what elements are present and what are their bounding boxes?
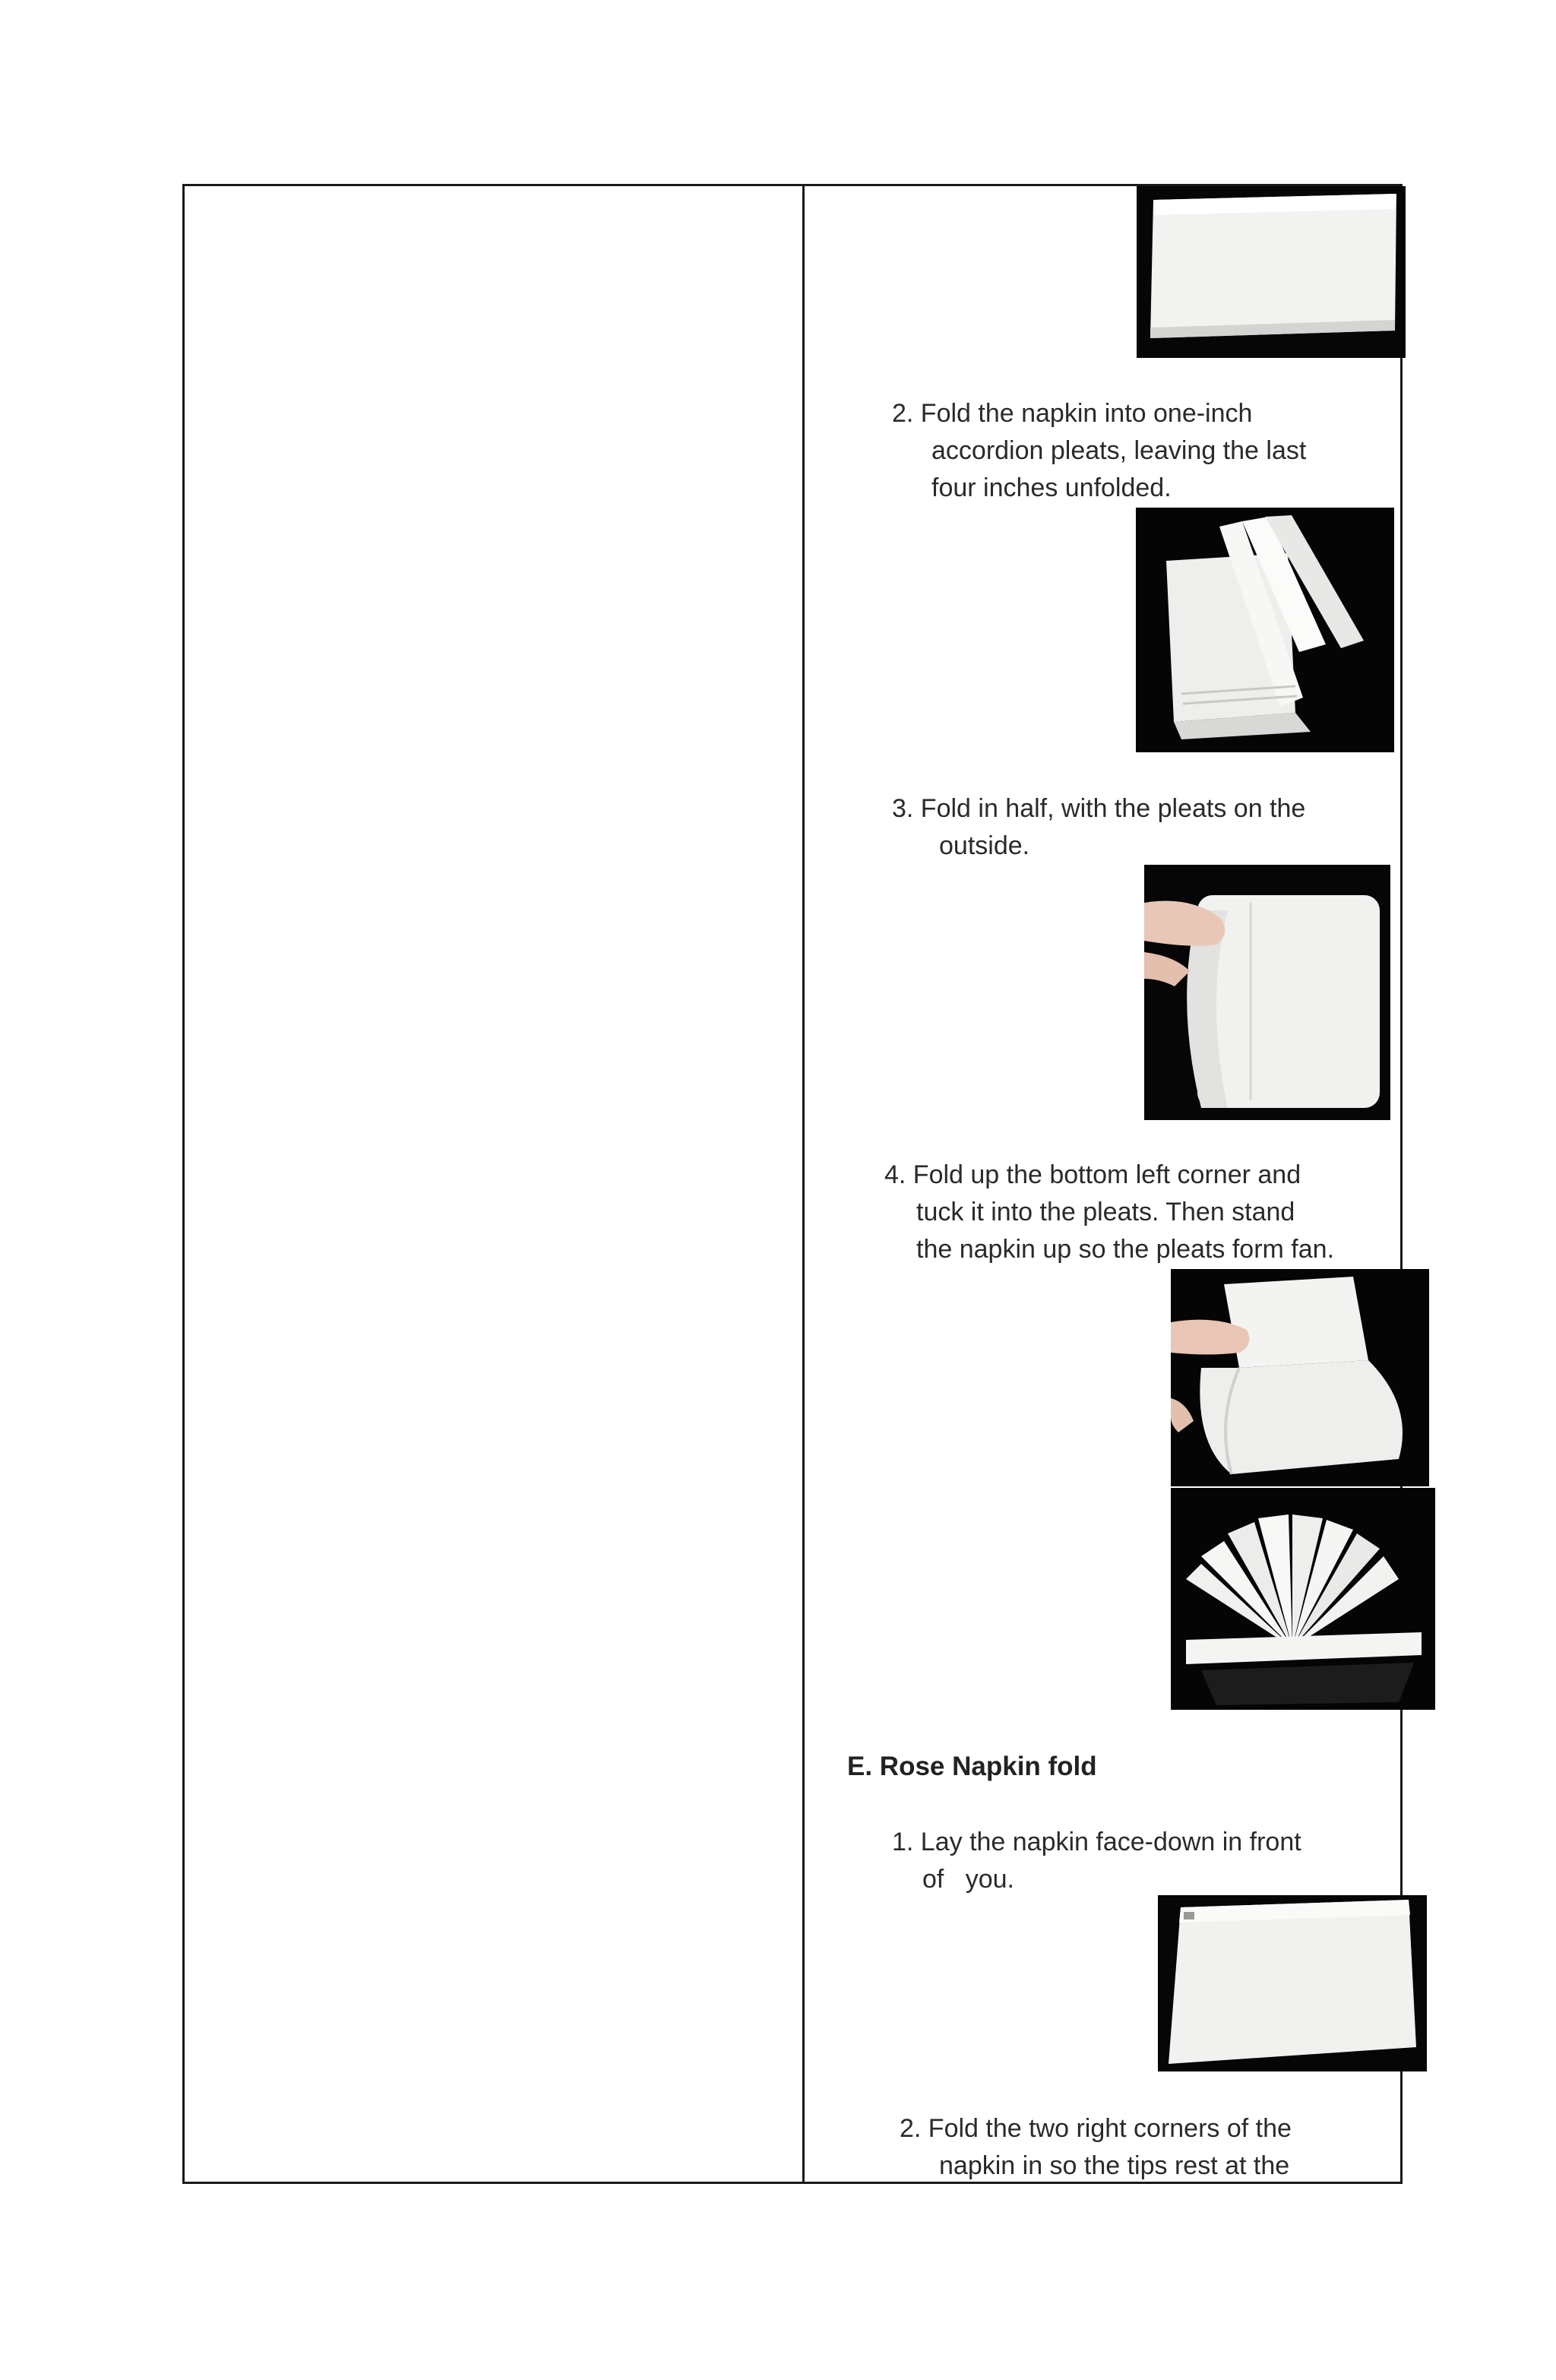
rose-napkin-title: E. Rose Napkin fold [847,1752,1097,1781]
step-3-line-1: 3. Fold in half, with the pleats on the [892,794,1306,823]
step-4-line-2: tuck it into the pleats. Then stand [916,1198,1295,1226]
folded-half-photo [1144,865,1390,1120]
step-3-line-2: outside. [939,831,1030,860]
rose-step-2-line-1: 2. Fold the two right corners of the [900,2114,1292,2143]
napkin-fan-photo [1171,1488,1435,1710]
left-cell [185,186,802,2182]
napkin-face-down-photo [1158,1895,1427,2071]
accordion-pleats-photo [1136,508,1394,752]
step-4-text [884,1157,1334,1268]
step-4-line-1: 4. Fold up the bottom left corner and [884,1160,1301,1189]
step-2-line-2: accordion pleats, leaving the last [931,436,1307,465]
flat-napkin-photo [1137,186,1406,358]
rose-step-2-text [900,2110,1292,2185]
step-3-text [892,790,1305,865]
rose-step-1-line-1: 1. Lay the napkin face-down in front [892,1828,1301,1856]
right-cell [805,186,1400,2182]
rose-step-1-text [892,1824,1301,1898]
instruction-table [182,184,1403,2184]
step-2-line-1: 2. Fold the napkin into one-inch [892,399,1253,428]
rose-step-2-line-2: napkin in so the tips rest at the [939,2151,1290,2180]
step-2-text [892,395,1306,507]
step-2-line-3: four inches unfolded. [931,473,1172,502]
rose-step-1-line-2: of you. [922,1865,1014,1894]
tucking-corner-photo [1171,1269,1429,1486]
step-4-line-3: the napkin up so the pleats form fan. [916,1235,1335,1264]
